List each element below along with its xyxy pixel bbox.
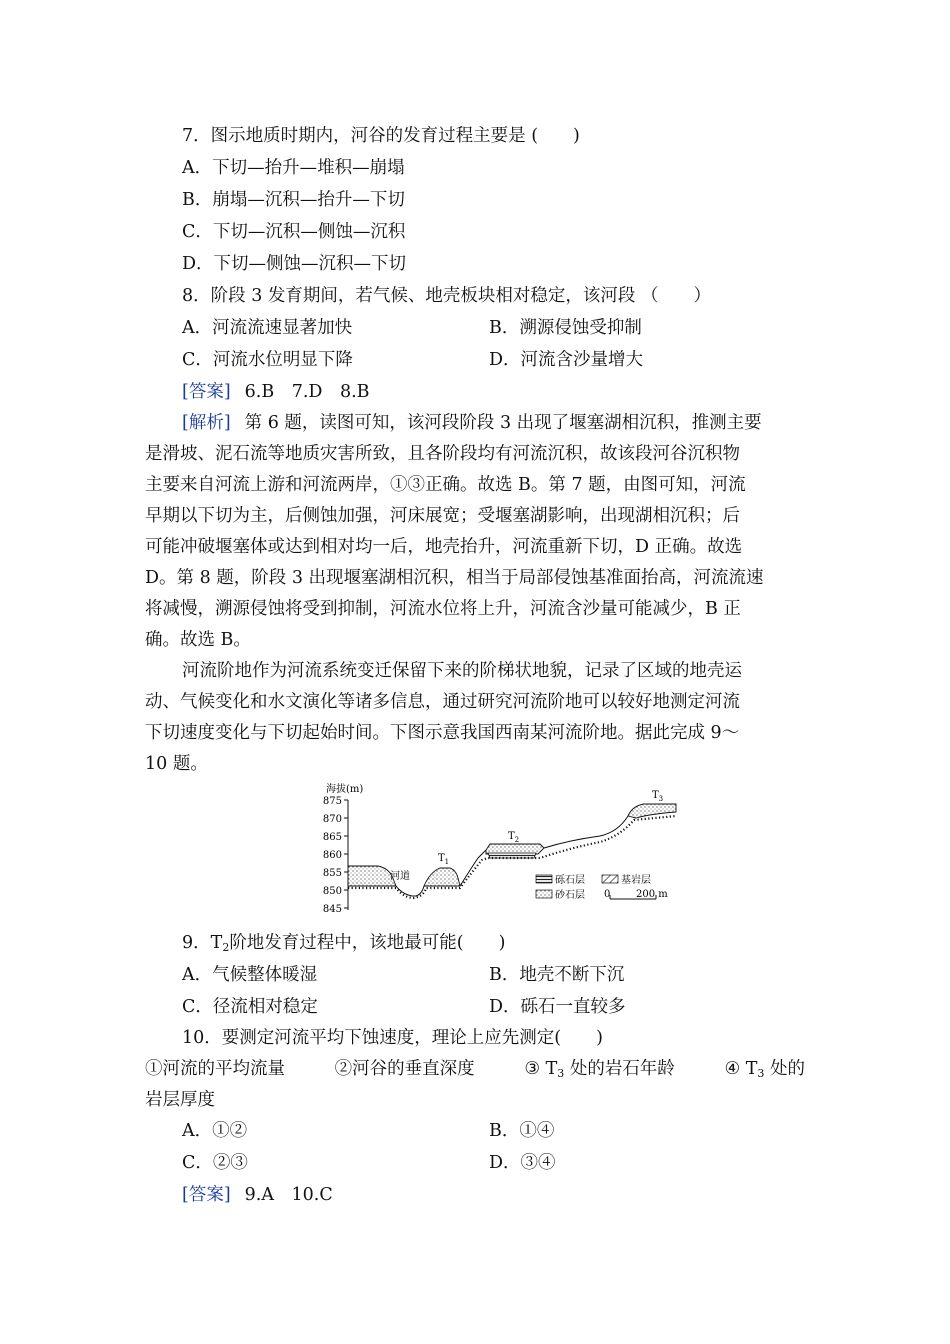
scale-200-label: 200 m (636, 889, 668, 900)
y-tick-label: 850 (322, 886, 342, 897)
q9-stem-sub: 2 (222, 941, 230, 954)
legend (536, 873, 668, 901)
analysis-text-1: 第 6 题，读图可知，该河段阶段 3 出现了堰塞湖相沉积，推测主要 (244, 413, 762, 433)
intro-line-3: 下切速度变化与下切起始时间。下图示意我国西南某河流阶地。据此完成 9～ (145, 723, 740, 743)
analysis-tag: [解析] (182, 413, 231, 433)
t2-label: $T_2$ (508, 831, 520, 844)
q8-option-d: D．河流含沙量增大 (489, 350, 644, 370)
legend-gravel-label: 砾石层 (555, 875, 585, 886)
q10-item-4-continued: 岩层厚度 (145, 1090, 215, 1110)
analysis-line-1 (182, 411, 762, 435)
answer-line-2 (182, 1183, 333, 1207)
answer-tag: [答案] (182, 382, 231, 402)
q8-stem: 8．阶段 3 发育期间，若气候、地壳板块相对稳定，该河段 （ ） (182, 286, 711, 306)
legend-bedrock-swatch (602, 875, 618, 883)
intro-line-2: 动、气候变化和水文演化等诸多信息，通过研究河流阶地可以较好地测定河流 (145, 692, 740, 712)
q7-option-b: B．崩塌—沉积—抬升—下切 (182, 190, 405, 210)
q7-option-a: A．下切—抬升—堆积—崩塌 (182, 158, 405, 178)
t1-terrace-deposit (424, 868, 460, 886)
q10-option-b: B．①④ (489, 1121, 555, 1141)
analysis-line-5: 可能冲破堰塞体或达到相对均一后，地壳抬升，河流重新下切，D 正确。故选 (145, 537, 743, 557)
q10-option-a: A．①② (182, 1121, 248, 1141)
analysis-line-4: 早期以下切为主，后侧蚀加强，河床展宽；受堰塞湖影响，出现湖相沉积；后 (145, 506, 740, 526)
q7-stem: 7．图示地质时期内，河谷的发育过程主要是 ( ) (182, 126, 580, 146)
q9-option-c: C．径流相对稳定 (182, 997, 318, 1017)
t2-terrace-deposit (486, 844, 544, 854)
q10-item-4: ④ $T_3$ 处的 (724, 1059, 805, 1080)
y-ticks (323, 796, 348, 915)
slope-to-t2 (460, 850, 486, 886)
slope-to-t3 (544, 816, 628, 848)
legend-sand-label: 砂石层 (555, 890, 585, 901)
q10-stem: 10．要测定河流平均下蚀速度，理论上应先测定( ) (182, 1028, 603, 1048)
q9-stem (182, 931, 505, 955)
analysis-line-6: D。第 8 题，阶段 3 出现堰塞湖相沉积，相当于局部侵蚀基准面抬高，河流流速 (145, 568, 764, 588)
scale-zero-label: 0 (604, 889, 611, 900)
q8-option-c: C．河流水位明显下降 (182, 350, 353, 370)
y-tick-label: 870 (322, 814, 342, 825)
y-tick-label: 855 (322, 868, 342, 879)
analysis-line-8: 确。故选 B。 (145, 630, 251, 650)
intro-line-4: 10 题。 (145, 754, 208, 774)
legend-gravel-swatch (536, 875, 552, 883)
intro-line-1: 河流阶地作为河流系统变迁保留下来的阶梯状地貌，记录了区域的地壳运 (182, 661, 742, 681)
q8-option-a: A．河流流速显著加快 (182, 318, 353, 338)
river-channel (396, 886, 424, 896)
q7-option-d: D．下切—侧蚀—沉积—下切 (182, 254, 407, 274)
q10-option-c: C．②③ (182, 1153, 248, 1173)
q10-item-2: ②河谷的垂直深度 (334, 1059, 475, 1079)
y-tick-label: 860 (322, 850, 342, 861)
legend-bedrock-label: 基岩层 (621, 875, 651, 886)
q10-option-d: D．③④ (489, 1153, 556, 1173)
analysis-line-3: 主要来自河流上游和河流两岸，①③正确。故选 B。第 7 题，由图可知，河流 (145, 475, 746, 495)
q8-option-b: B．溯源侵蚀受抑制 (489, 318, 642, 338)
t3-terrace-deposit (628, 804, 676, 818)
y-axis-title: 海拔(m) (326, 784, 364, 795)
q9-option-b: B．地壳不断下沉 (489, 965, 625, 985)
left-bank-sand (348, 866, 396, 886)
river-terrace-figure (300, 782, 690, 920)
y-tick-label: 845 (322, 904, 342, 915)
answer-line-1 (182, 380, 370, 404)
legend-sand-swatch (536, 890, 552, 898)
t1-label: $T_1$ (438, 853, 450, 866)
river-label: 河道 (390, 871, 410, 882)
analysis-line-7: 将减慢，溯源侵蚀将受到抑制，河流水位将上升，河流含沙量可能减少，B 正 (145, 599, 741, 619)
answer2-tag: [答案] (182, 1185, 231, 1205)
q10-items-line (145, 1057, 805, 1081)
answer2-text: 9.A 10.C (244, 1185, 333, 1205)
y-tick-label: 875 (322, 796, 342, 807)
q9-option-d: D．砾石一直较多 (489, 997, 626, 1017)
y-tick-label: 865 (322, 832, 342, 843)
analysis-line-2: 是滑坡、泥石流等地质灾害所致，且各阶段均有河流沉积，故该段河谷沉积物 (145, 444, 740, 464)
q7-option-c: C．下切—沉积—侧蚀—沉积 (182, 222, 406, 242)
q10-item-3: ③ $T_3$ 处的岩石年龄 (524, 1059, 675, 1080)
q9-stem-post: 阶地发育过程中，该地最可能( ) (229, 933, 506, 953)
answer-text: 6.B 7.D 8.B (244, 382, 370, 402)
q9-option-a: A．气候整体暖湿 (182, 965, 318, 985)
t3-label: $T_3$ (652, 790, 664, 803)
q10-item-1: ①河流的平均流量 (145, 1059, 285, 1079)
q9-stem-pre: 9．T (182, 933, 223, 953)
